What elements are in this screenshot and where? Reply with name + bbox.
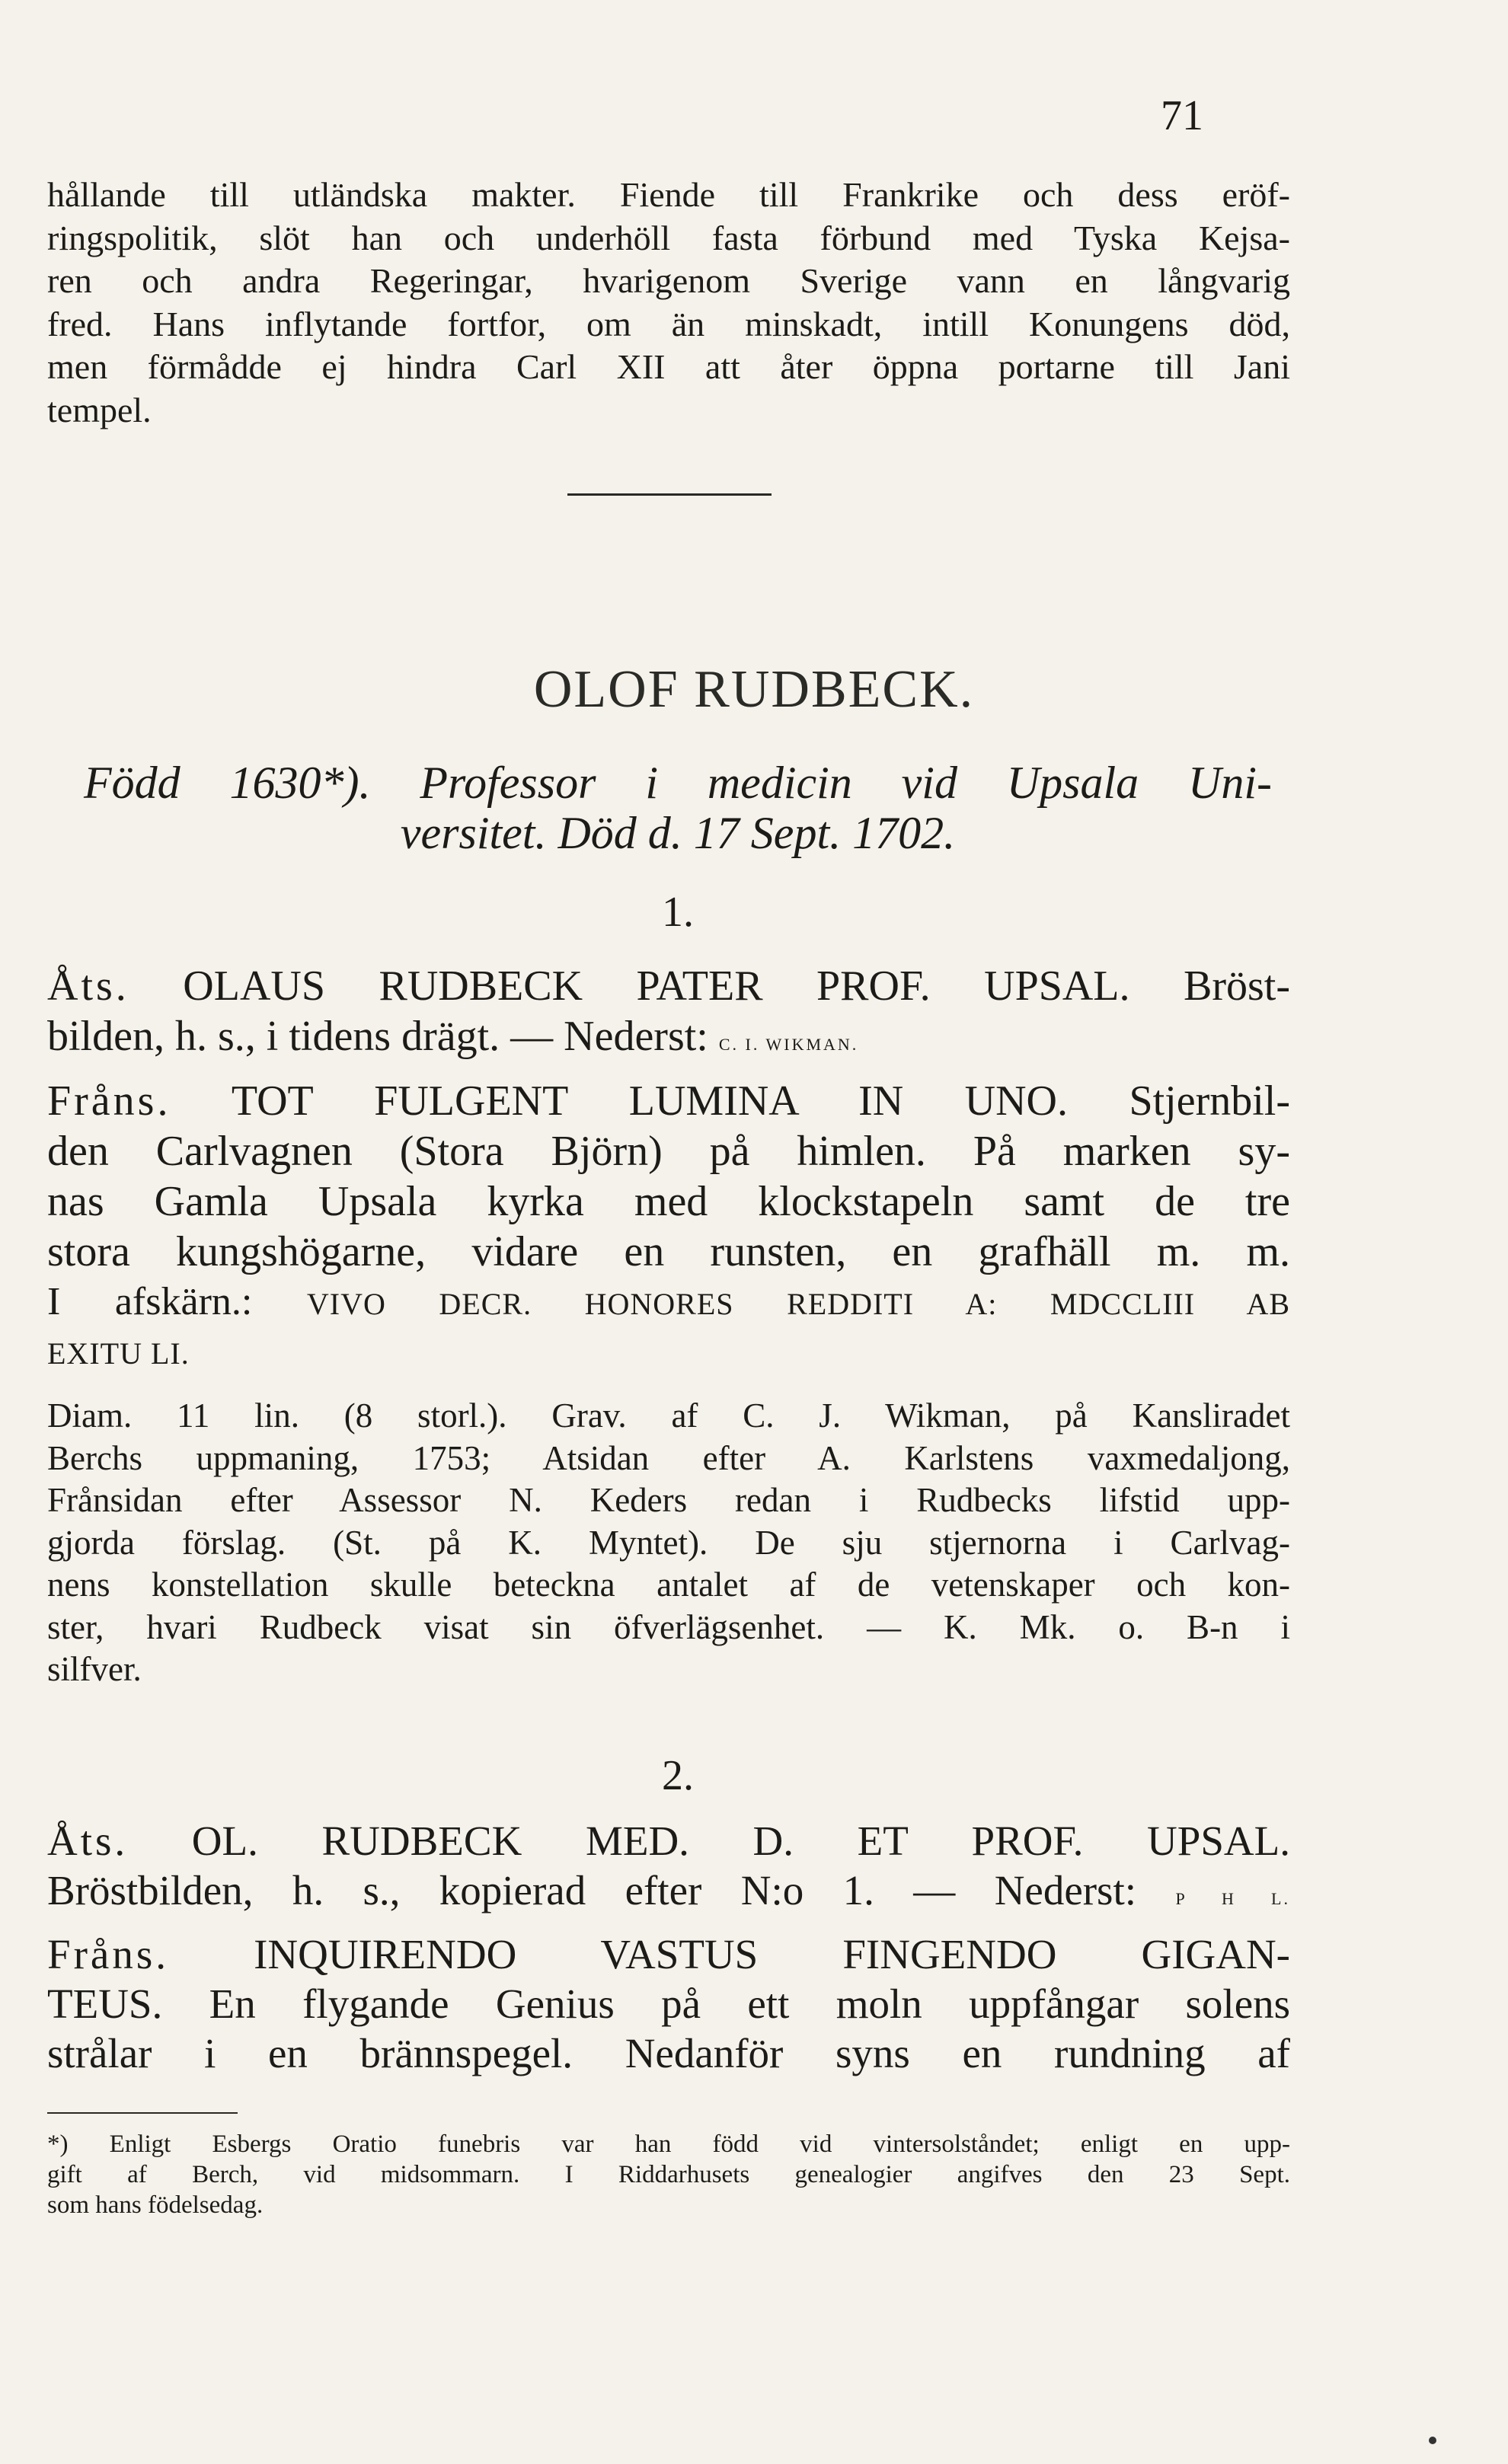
obverse-inscription: OLAUS RUDBECK PATER PROF. UPSAL.	[183, 962, 1130, 1010]
obverse-line	[47, 1011, 1290, 1070]
intro-line: fred. Hans inflytande fortfor, om än minskadt, intill Konungens död,	[47, 304, 1290, 343]
subtitle-line: Född 1630*). Professor i medicin vid Upsala Uni-	[84, 758, 1272, 808]
footnote-divider	[47, 2112, 238, 2114]
subtitle-line: versitet. Död d. 17 Sept. 1702.	[400, 808, 956, 858]
reverse-text: Stjernbil-	[1129, 1077, 1290, 1125]
description-line: ster, hvari Rudbeck visat sin öfverlägsenhet. — K. Mk. o. B-n i	[47, 1607, 1290, 1646]
description-line: Frånsidan efter Assessor N. Keders redan i Rudbecks lifstid upp-	[47, 1481, 1290, 1519]
footnote-line: gift af Berch, vid midsommarn. I Riddarhusets genealogier angifves den 23 Sept.	[47, 2161, 1290, 2188]
footnote-line: som hans födelsedag.	[47, 2191, 264, 2219]
exergue-line	[47, 1277, 1290, 1329]
intro-line: men förmådde ej hindra Carl XII att åter öppna portarne till Jani	[47, 347, 1290, 386]
reverse-label: Fråns.	[47, 1931, 169, 1977]
reverse-inscription: TOT FULGENT LUMINA IN UNO.	[231, 1077, 1068, 1125]
exergue-inscription: EXITU LI.	[47, 1336, 190, 1371]
obverse-label: Åts.	[47, 1818, 129, 1864]
reverse-label: Fråns.	[47, 1077, 171, 1125]
exergue-label: I afskärn.:	[47, 1280, 253, 1323]
intro-line: tempel.	[47, 390, 152, 429]
reverse-line: nas Gamla Upsala kyrka med klockstapeln samt de tre	[47, 1178, 1290, 1225]
obverse-label: Åts.	[47, 962, 129, 1010]
intro-paragraph	[47, 174, 1290, 432]
reverse-line	[47, 1979, 1290, 2028]
obverse-inscription: OL. RUDBECK MED. D. ET PROF. UPSAL.	[191, 1818, 1290, 1864]
reverse-line: stora kungshögarne, vidare en runsten, en grafhäll m. m.	[47, 1228, 1290, 1275]
description-line: Berchs uppmaning, 1753; Atsidan efter A. Karlstens vaxmedaljong,	[47, 1438, 1290, 1477]
medal-1-entry	[47, 961, 1290, 1378]
description-line: silfver.	[47, 1650, 142, 1688]
reverse-line	[47, 1076, 1290, 1126]
medal-2-entry	[47, 1816, 1290, 2078]
obverse-line	[47, 1816, 1290, 1866]
reverse-inscription: INQUIRENDO VASTUS FINGENDO GIGAN-	[254, 1931, 1291, 1977]
medal-number: 1.	[662, 889, 694, 936]
medal-1-description	[47, 1395, 1290, 1691]
reverse-line: den Carlvagnen (Stora Björn) på himlen. På marken sy-	[47, 1128, 1290, 1175]
reverse-inscription: TEUS.	[47, 1980, 163, 2027]
section-title: OLOF RUDBECK.	[533, 660, 975, 719]
exergue-inscription: VIVO DECR. HONORES REDDITI A: MDCCLIII AB	[306, 1287, 1291, 1321]
footnote	[47, 2129, 1290, 2220]
obverse-line	[47, 1866, 1290, 1923]
intro-line: ren och andra Regeringar, hvarigenom Sverige vann en långvarig	[47, 261, 1290, 300]
reverse-line	[47, 1929, 1290, 1979]
engraver-signature: P H L.	[1175, 1889, 1290, 1908]
obverse-text: bilden, h. s., i tidens drägt. — Nederst:	[47, 1013, 708, 1060]
intro-line: ringspolitik, slöt han och underhöll fasta förbund med Tyska Kejsa-	[47, 218, 1290, 257]
obverse-line	[47, 961, 1290, 1011]
page-number: 71	[1161, 92, 1203, 139]
medal-number: 2.	[662, 1752, 694, 1799]
footnote-line: *) Enligt Esbergs Oratio funebris var han född vid vintersolståndet; enligt en upp-	[47, 2130, 1290, 2158]
page-speck	[1429, 2437, 1436, 2444]
description-line: Diam. 11 lin. (8 storl.). Grav. af C. J. Wikman, på Kansliradet	[47, 1396, 1290, 1435]
obverse-text: Bröst-	[1184, 962, 1291, 1010]
engraver-signature: C. I. WIKMAN.	[718, 1035, 859, 1054]
reverse-line: strålar i en brännspegel. Nedanför syns en rundning af	[47, 2030, 1290, 2076]
description-line: gjorda förslag. (St. på K. Myntet). De sju stjernorna i Carlvag-	[47, 1523, 1290, 1562]
biography-subtitle	[84, 758, 1272, 858]
obverse-text: Bröstbilden, h. s., kopierad efter N:o 1. — Nederst:	[47, 1867, 1137, 1913]
section-divider	[567, 493, 772, 496]
reverse-text: En flygande Genius på ett moln uppfångar solens	[209, 1980, 1291, 2027]
description-line: nens konstellation skulle beteckna antalet af de vetenskaper och kon-	[47, 1566, 1290, 1604]
intro-line: hållande till utländska makter. Fiende till Frankrike och dess eröf-	[47, 175, 1290, 214]
